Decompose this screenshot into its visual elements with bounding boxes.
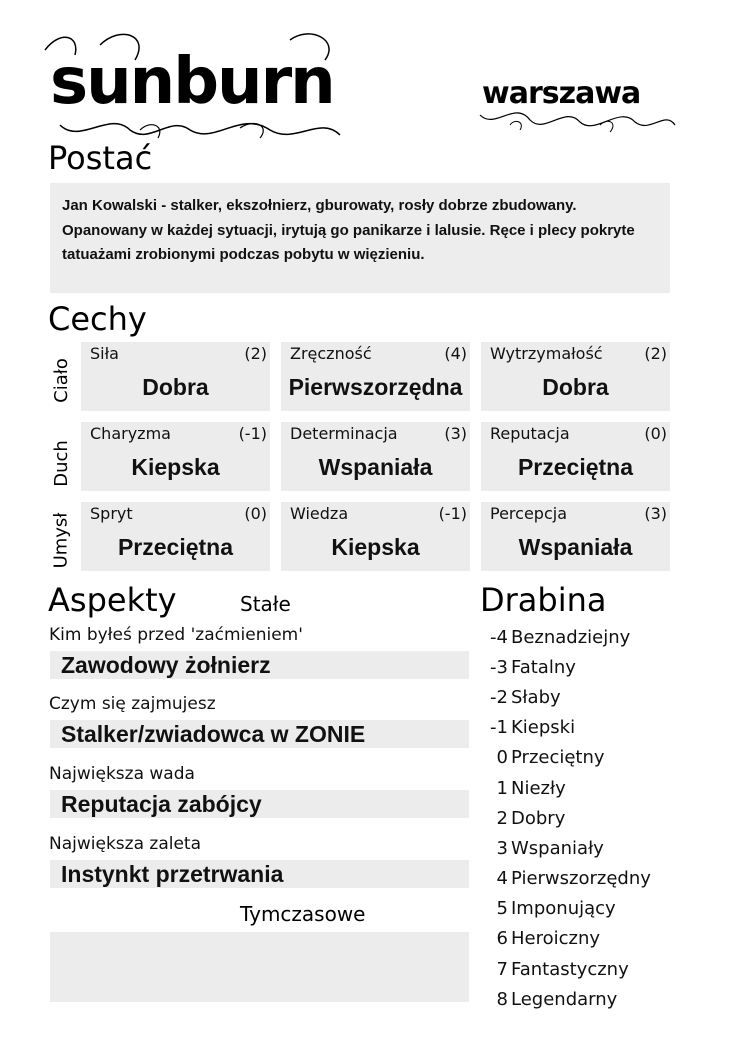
trait-modifier: (2) — [644, 344, 667, 363]
aspect-answer: Reputacja zabójcy — [61, 791, 262, 817]
aspect-field[interactable] — [50, 790, 469, 818]
ladder-rung: -3 Fatalny — [490, 656, 576, 678]
trait-name: Determinacja — [290, 424, 398, 443]
trait-rank: Przeciętna — [117, 534, 234, 560]
trait-cell — [281, 342, 470, 411]
ladder-rung: 7 Fantastyczny — [496, 958, 629, 980]
trait-rank: Kiepska — [131, 454, 220, 480]
ladder-rung: 2 Dobry — [496, 807, 566, 829]
character-title: Postać — [48, 139, 153, 177]
ladder-rung: -2 Słaby — [490, 686, 561, 708]
sunburn-logo — [40, 30, 350, 140]
trait-name: Siła — [90, 344, 119, 363]
trait-name: Zręczność — [290, 344, 372, 363]
trait-modifier: (-1) — [438, 504, 467, 523]
aspect-question: Czym się zajmujesz — [49, 694, 216, 714]
group-label-mind: Umysł — [50, 512, 72, 568]
trait-name: Percepcja — [490, 504, 567, 523]
trait-cell — [81, 502, 270, 571]
city-logo — [470, 70, 680, 140]
ladder-rung: 6 Heroiczny — [496, 928, 601, 950]
aspect-field[interactable] — [50, 651, 469, 679]
trait-rank: Pierwszorzędna — [288, 374, 463, 400]
ladder-rung: 1 Niezły — [496, 777, 566, 799]
trait-modifier: (0) — [644, 424, 667, 443]
group-label-spirit: Duch — [50, 439, 72, 487]
ladder-rung: 8 Legendarny — [496, 988, 618, 1010]
trait-modifier: (2) — [244, 344, 267, 363]
trait-rank: Kiepska — [331, 534, 420, 560]
aspects-temporary-label: Tymczasowe — [240, 902, 366, 926]
aspect-question: Największa zaleta — [49, 834, 201, 854]
aspect-answer: Instynkt przetrwania — [61, 861, 284, 887]
trait-cell — [281, 422, 470, 491]
group-label-body: Ciało — [50, 357, 72, 403]
aspect-answer: Zawodowy żołnierz — [61, 652, 271, 678]
trait-rank: Dobra — [542, 374, 609, 400]
trait-rank: Przeciętna — [517, 454, 634, 480]
aspect-answer: Stalker/zwiadowca w ZONIE — [61, 721, 366, 747]
ladder-rung: 5 Imponujący — [496, 898, 616, 920]
trait-modifier: (4) — [444, 344, 467, 363]
trait-rank: Wspaniała — [518, 534, 633, 560]
trait-cell — [481, 502, 670, 571]
ladder-rung: 4 Pierwszorzędny — [496, 868, 651, 890]
ladder-list — [478, 622, 708, 1014]
character-description: Jan Kowalski - stalker, ekszołnierz, gburowaty, rosły dobrze zbudowany. Opanowany w każdej sytuacji, irytują go panikarze i lalusie. Ręce i plecy pokryte tatuażami zrobionymi podczas pobytu w więzieniu. — [50, 183, 670, 293]
trait-name: Wytrzymałość — [490, 344, 603, 363]
trait-modifier: (0) — [244, 504, 267, 523]
trait-modifier: (-1) — [238, 424, 267, 443]
trait-cell — [481, 342, 670, 411]
trait-cell — [81, 422, 270, 491]
trait-cell — [481, 422, 670, 491]
aspects-fixed-label: Stałe — [240, 592, 291, 616]
trait-modifier: (3) — [644, 504, 667, 523]
aspect-field[interactable] — [50, 720, 469, 748]
aspect-question: Największa wada — [49, 764, 195, 784]
trait-modifier: (3) — [444, 424, 467, 443]
trait-rank: Dobra — [142, 374, 209, 400]
aspect-question: Kim byłeś przed 'zaćmieniem' — [49, 625, 303, 645]
trait-name: Spryt — [90, 504, 133, 523]
trait-name: Wiedza — [290, 504, 349, 523]
aspect-field[interactable] — [50, 860, 469, 888]
ladder-rung: -4 Beznadziejny — [490, 626, 631, 648]
ladder-rung: 3 Wspaniały — [496, 837, 604, 859]
trait-cell — [281, 502, 470, 571]
logo-text: sunburn — [50, 45, 334, 119]
trait-name: Reputacja — [490, 424, 570, 443]
city-text: warszawa — [482, 76, 641, 111]
ladder-rung: 0 Przeciętny — [496, 747, 605, 769]
ladder-title: Drabina — [480, 581, 607, 619]
trait-cell — [81, 342, 270, 411]
traits-title: Cechy — [48, 300, 147, 338]
temporary-aspects-field[interactable] — [50, 932, 469, 1002]
trait-name: Charyzma — [90, 424, 171, 443]
ladder-rung: -1 Kiepski — [490, 717, 576, 739]
aspects-title: Aspekty — [48, 581, 177, 619]
trait-rank: Wspaniała — [318, 454, 433, 480]
